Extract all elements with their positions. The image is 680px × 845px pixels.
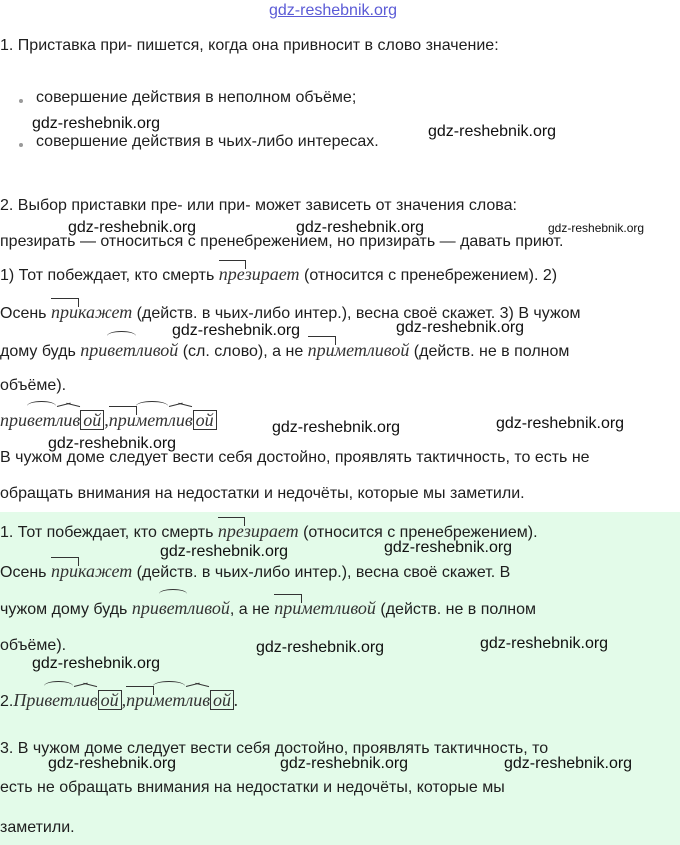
rule-1-intro: 1. Приставка при- пишется, когда она привносит в слово значение: [0, 37, 499, 54]
watermark: gdz-reshebnik.org [48, 755, 177, 772]
bullet-item: совершение действия в чьих-либо интересах. [36, 133, 379, 150]
task-line-1: 1) Тот побеждает, кто смерть презирает (относится с пренебрежением). 2) [0, 264, 557, 286]
rule-2-intro: 2. Выбор приставки пре- или при- может зависеть от значения слова: [0, 197, 517, 214]
watermark: gdz-reshebnik.org [32, 115, 161, 132]
bullet-dot [19, 99, 23, 103]
task-line-4: объёме). [0, 377, 67, 394]
watermark: gdz-reshebnik.org [428, 123, 557, 140]
watermark: gdz-reshebnik.org [272, 419, 401, 436]
rule-2-note: презирать — относиться с пренебрежением, но призирать — давать приют. [0, 233, 564, 250]
watermark: gdz-reshebnik.org [396, 319, 525, 336]
sentence-line-1: В чужом доме следует вести себя достойно, проявлять тактичность, то есть не [0, 449, 590, 466]
watermark-link[interactable]: gdz-reshebnik.org [269, 2, 398, 19]
sentence-line-2: обращать внимания на недостатки и недочёты, которые мы заметили. [0, 485, 525, 502]
watermark: gdz-reshebnik.org [160, 543, 289, 560]
answer-line-3: чужом дому будь при ветливой, а не приметливой (действ. не в полном [0, 598, 536, 620]
watermark: gdz-reshebnik.org [172, 322, 301, 339]
watermark: gdz-reshebnik.org [280, 755, 409, 772]
answer-morpheme-parse: 2.При вет лив ой , при мет лив ой . [0, 690, 239, 712]
watermark: gdz-reshebnik.org [68, 219, 197, 236]
watermark: gdz-reshebnik.org [48, 435, 177, 452]
task-line-2: Осень прикажет (действ. в чьих-либо интер.), весна своё скажет. 3) В чужом [0, 302, 581, 324]
bullet-item: совершение действия в неполном объёме; [36, 89, 357, 106]
answer-line-8: заметили. [0, 819, 75, 836]
answer-line-7: есть не обращать внимания на недостатки и недочёты, которые мы [0, 779, 505, 796]
answer-line-4: объёме). [0, 637, 67, 654]
watermark: gdz-reshebnik.org [32, 655, 161, 672]
watermark: gdz-reshebnik.org [496, 415, 625, 432]
watermark: gdz-reshebnik.org [256, 639, 385, 656]
morpheme-parse: при вет лив ой , при мет лив ой [0, 410, 217, 431]
answer-line-2: Осень прикажет (действ. в чьих-либо интер.), весна своё скажет. В [0, 561, 510, 583]
watermark: gdz-reshebnik.org [504, 755, 633, 772]
bullet-dot [19, 143, 23, 147]
watermark: gdz-reshebnik.org [548, 221, 645, 235]
watermark: gdz-reshebnik.org [384, 539, 513, 556]
task-line-3: дому будь при ветливой (сл. слово), а не приметливой (действ. не в полном [0, 340, 569, 362]
answer-line-1: 1. Тот побеждает, кто смерть презирает (относится с пренебрежением). [0, 521, 538, 543]
watermark: gdz-reshebnik.org [296, 219, 425, 236]
watermark: gdz-reshebnik.org [480, 635, 609, 652]
answer-line-6: 3. В чужом доме следует вести себя достойно, проявлять тактичность, то [0, 740, 549, 757]
